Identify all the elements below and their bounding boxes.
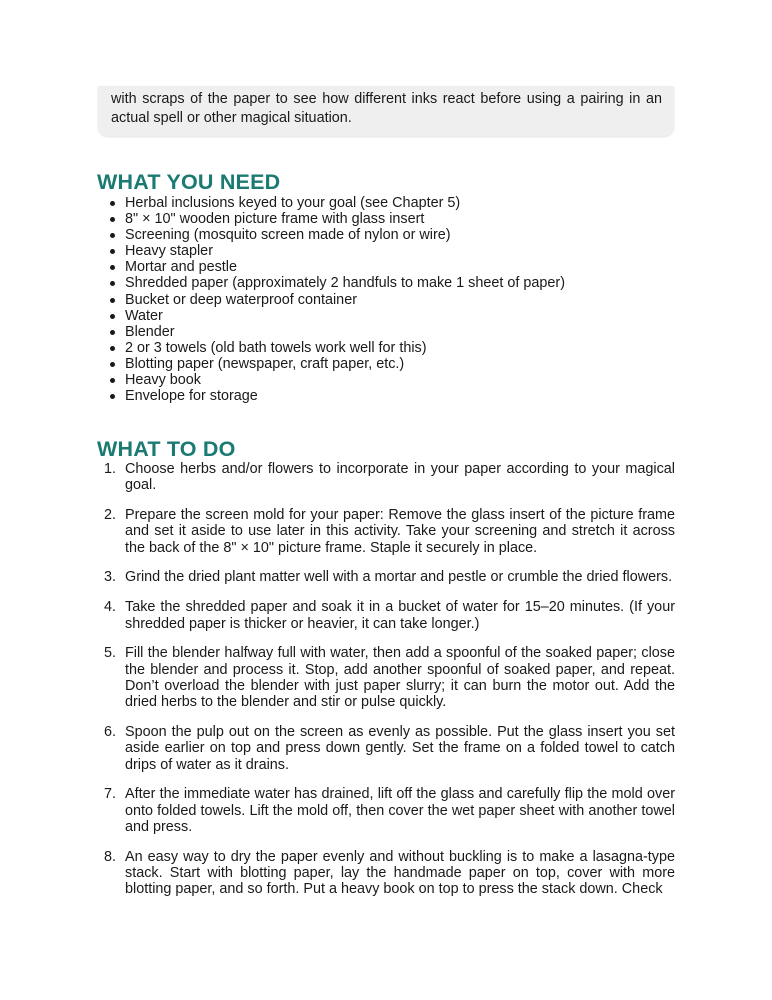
bullet-icon	[110, 217, 115, 222]
step-text: Fill the blender halfway full with water, then add a spoonful of the soaked paper; close the blender and process it. Stop, add another spoonful of soaked paper, and repeat. Don’t overload the blender with just paper slurry; it can burn the motor out. Add the dried herbs to the blender and stir or pulse quickly.	[125, 645, 675, 711]
step-item	[104, 786, 675, 835]
list-item-text: 8" × 10" wooden picture frame with glass insert	[125, 211, 425, 228]
list-item-text: 2 or 3 towels (old bath towels work well for this)	[125, 339, 427, 356]
step-item	[104, 645, 675, 710]
list-item	[100, 308, 565, 324]
step-text: Choose herbs and/or flowers to incorporate in your paper according to your magical goal.	[125, 461, 675, 494]
bullet-icon	[110, 394, 115, 399]
note-text: with scraps of the paper to see how different inks react before using a pairing in an actual spell or other magical situation.	[111, 91, 662, 126]
list-item	[100, 211, 565, 227]
list-item-text: Blender	[125, 323, 175, 340]
list-item-text: Screening (mosquito screen made of nylon or wire)	[125, 227, 451, 244]
note-box	[98, 86, 674, 136]
list-item-text: Mortar and pestle	[125, 259, 237, 276]
step-item	[104, 569, 675, 585]
list-item	[100, 388, 565, 404]
step-number: 7.	[104, 786, 117, 803]
list-item	[100, 340, 565, 356]
bullet-icon	[110, 201, 115, 206]
list-item	[100, 275, 565, 291]
step-item	[104, 461, 675, 494]
list-item-text: Blotting paper (newspaper, craft paper, etc.)	[125, 355, 405, 372]
step-item	[104, 599, 675, 632]
bullet-icon	[110, 378, 115, 383]
step-text: Spoon the pulp out on the screen as evenly as possible. Put the glass insert you set aside earlier on top and press down gently. Set the frame on a folded towel to catch drips of water as it drains.	[125, 724, 675, 773]
bullet-icon	[110, 249, 115, 254]
step-number: 3.	[104, 569, 117, 586]
list-item	[100, 324, 565, 340]
bullet-icon	[110, 298, 115, 303]
list-item-text: Heavy stapler	[125, 243, 213, 260]
step-text: An easy way to dry the paper evenly and without buckling is to make a lasagna-type stack. Start with blotting paper, lay the handmade paper on top, cover with more blotting paper, and so forth. Put a heavy book on top to press the stack down. Check	[125, 848, 675, 898]
bullet-icon	[110, 362, 115, 367]
list-item	[100, 356, 565, 372]
step-item	[104, 507, 675, 556]
list-item	[100, 372, 565, 388]
list-item-text: Bucket or deep waterproof container	[125, 291, 357, 308]
list-item-text: Water	[125, 307, 163, 324]
list-item	[100, 292, 565, 308]
step-text: After the immediate water has drained, lift off the glass and carefully flip the mold over onto folded towels. Lift the mold off, then cover the wet paper sheet with another towel and press.	[125, 786, 675, 836]
step-text: Grind the dried plant matter well with a mortar and pestle or crumble the dried flowers.	[125, 569, 673, 586]
step-item	[104, 849, 675, 898]
step-number: 1.	[104, 461, 117, 477]
step-number: 2.	[104, 507, 117, 524]
list-item-text: Envelope for storage	[125, 388, 258, 405]
step-number: 8.	[104, 848, 117, 865]
step-number: 4.	[104, 599, 117, 616]
supplies-list	[100, 195, 565, 404]
bullet-icon	[110, 346, 115, 351]
steps-list	[104, 461, 675, 911]
step-number: 6.	[104, 724, 117, 741]
list-item-text: Herbal inclusions keyed to your goal (see Chapter 5)	[125, 195, 461, 211]
bullet-icon	[110, 265, 115, 270]
list-item	[100, 227, 565, 243]
step-number: 5.	[104, 645, 117, 662]
step-text: Take the shredded paper and soak it in a bucket of water for 15–20 minutes. (If your shredded paper is thicker or heavier, it can take longer.)	[125, 599, 675, 632]
bullet-icon	[110, 233, 115, 238]
what-to-do-heading: WHAT TO DO	[97, 437, 236, 461]
list-item	[100, 243, 565, 259]
what-you-need-heading: WHAT YOU NEED	[97, 170, 281, 194]
list-item-text: Shredded paper (approximately 2 handfuls to make 1 sheet of paper)	[125, 275, 565, 292]
list-item	[100, 259, 565, 275]
bullet-icon	[110, 314, 115, 319]
list-item-text: Heavy book	[125, 372, 201, 389]
bullet-icon	[110, 330, 115, 335]
step-text: Prepare the screen mold for your paper: Remove the glass insert of the picture frame and set it aside to use later in this activity. Take your screening and stretch it across the back of the 8" × 10" picture frame. Staple it securely in place.	[125, 507, 675, 556]
list-item	[100, 195, 565, 211]
step-item	[104, 724, 675, 773]
bullet-icon	[110, 281, 115, 286]
